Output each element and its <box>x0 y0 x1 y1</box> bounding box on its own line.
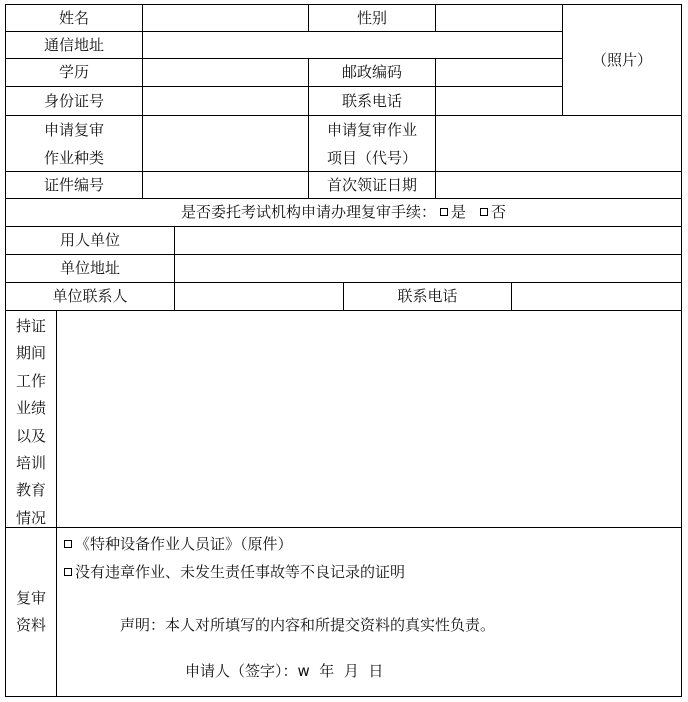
work-label-char: 业绩 <box>15 399 46 418</box>
photo-label: （照片） <box>591 50 652 69</box>
contact-person-label <box>5 282 175 311</box>
name-label-text: 姓名 <box>58 8 89 27</box>
contact-person-label-text: 单位联系人 <box>52 287 128 305</box>
work-type-label-line1: 申请复审 <box>43 120 104 139</box>
postal-code-field[interactable] <box>435 58 563 87</box>
first-issue-date-label <box>308 171 436 199</box>
cert-number-label-text: 证件编号 <box>43 175 104 194</box>
work-type-label <box>5 115 143 172</box>
education-label-text: 学历 <box>58 63 89 81</box>
work-label-char: 期间 <box>15 344 46 363</box>
materials-content <box>56 527 682 697</box>
materials-label-char: 资料 <box>15 616 46 634</box>
employer-label-text: 用人单位 <box>59 231 120 249</box>
phone-label-text: 联系电话 <box>341 91 402 110</box>
declaration-text: 声明：本人对所填写的内容和所提交资料的真实性负责。 <box>120 616 496 634</box>
work-label-char: 教育 <box>15 481 46 500</box>
material-item-2-text: 没有违章作业、未发生责任事故等不良记录的证明 <box>75 563 406 581</box>
employer-label <box>5 226 175 255</box>
name-label <box>5 4 143 32</box>
material-1-checkbox[interactable] <box>64 540 72 548</box>
employer-address-label-text: 单位地址 <box>59 259 120 277</box>
no-checkbox[interactable] <box>480 208 488 216</box>
employer-field[interactable] <box>174 226 682 255</box>
no-label: 否 <box>491 203 507 221</box>
employer-address-label <box>5 254 175 283</box>
work-type-field[interactable] <box>142 115 309 172</box>
work-label-char: 以及 <box>15 426 46 445</box>
work-item-label <box>308 115 436 172</box>
material-item-2 <box>64 562 405 582</box>
id-number-label <box>5 86 143 116</box>
address-label-text: 通信地址 <box>43 35 104 54</box>
gender-field[interactable] <box>435 4 563 32</box>
work-performance-field[interactable] <box>56 310 682 528</box>
work-label-char: 情况 <box>15 508 46 527</box>
education-field[interactable] <box>142 58 309 87</box>
first-issue-date-field[interactable] <box>435 171 682 199</box>
contact-phone-label <box>343 282 512 311</box>
contact-phone-field[interactable] <box>511 282 682 311</box>
signature-line: 申请人（签字）：w 年 月 日 <box>185 662 384 680</box>
postal-code-label <box>308 58 436 87</box>
address-field[interactable] <box>142 31 563 59</box>
work-label-char: 持证 <box>15 317 46 335</box>
material-2-checkbox[interactable] <box>64 568 72 576</box>
work-label-char: 培训 <box>15 454 46 473</box>
entrust-row <box>5 198 682 227</box>
first-issue-date-label-text: 首次领证日期 <box>326 175 417 194</box>
contact-phone-label-text: 联系电话 <box>397 287 458 305</box>
material-item-1 <box>64 534 293 554</box>
materials-label-char: 复审 <box>15 588 46 607</box>
application-form <box>5 4 682 697</box>
materials-label <box>5 527 57 697</box>
gender-label <box>308 4 436 32</box>
employer-address-field[interactable] <box>174 254 682 283</box>
work-item-label-line1: 申请复审作业 <box>326 120 417 139</box>
work-type-label-line2: 作业种类 <box>43 148 104 167</box>
work-label-char: 工作 <box>15 371 46 390</box>
material-item-1-text: 《特种设备作业人员证》（原件） <box>75 535 293 553</box>
cert-number-field[interactable] <box>142 171 309 199</box>
phone-label <box>308 86 436 116</box>
yes-checkbox[interactable] <box>440 208 448 216</box>
postal-code-label-text: 邮政编码 <box>341 63 402 81</box>
work-item-label-line2: 项目（代号） <box>326 148 417 167</box>
photo-box[interactable] <box>562 4 682 116</box>
name-field[interactable] <box>142 4 309 32</box>
education-label <box>5 58 143 87</box>
gender-label-text: 性别 <box>356 8 387 27</box>
contact-person-field[interactable] <box>174 282 344 311</box>
entrust-question: 是否委托考试机构申请办理复审手续： <box>180 203 436 221</box>
id-number-field[interactable] <box>142 86 309 116</box>
cert-number-label <box>5 171 143 199</box>
yes-label: 是 <box>450 203 466 221</box>
work-performance-label <box>5 310 57 528</box>
id-number-label-text: 身份证号 <box>43 91 104 110</box>
work-item-field[interactable] <box>435 115 682 172</box>
phone-field[interactable] <box>435 86 563 116</box>
address-label <box>5 31 143 59</box>
